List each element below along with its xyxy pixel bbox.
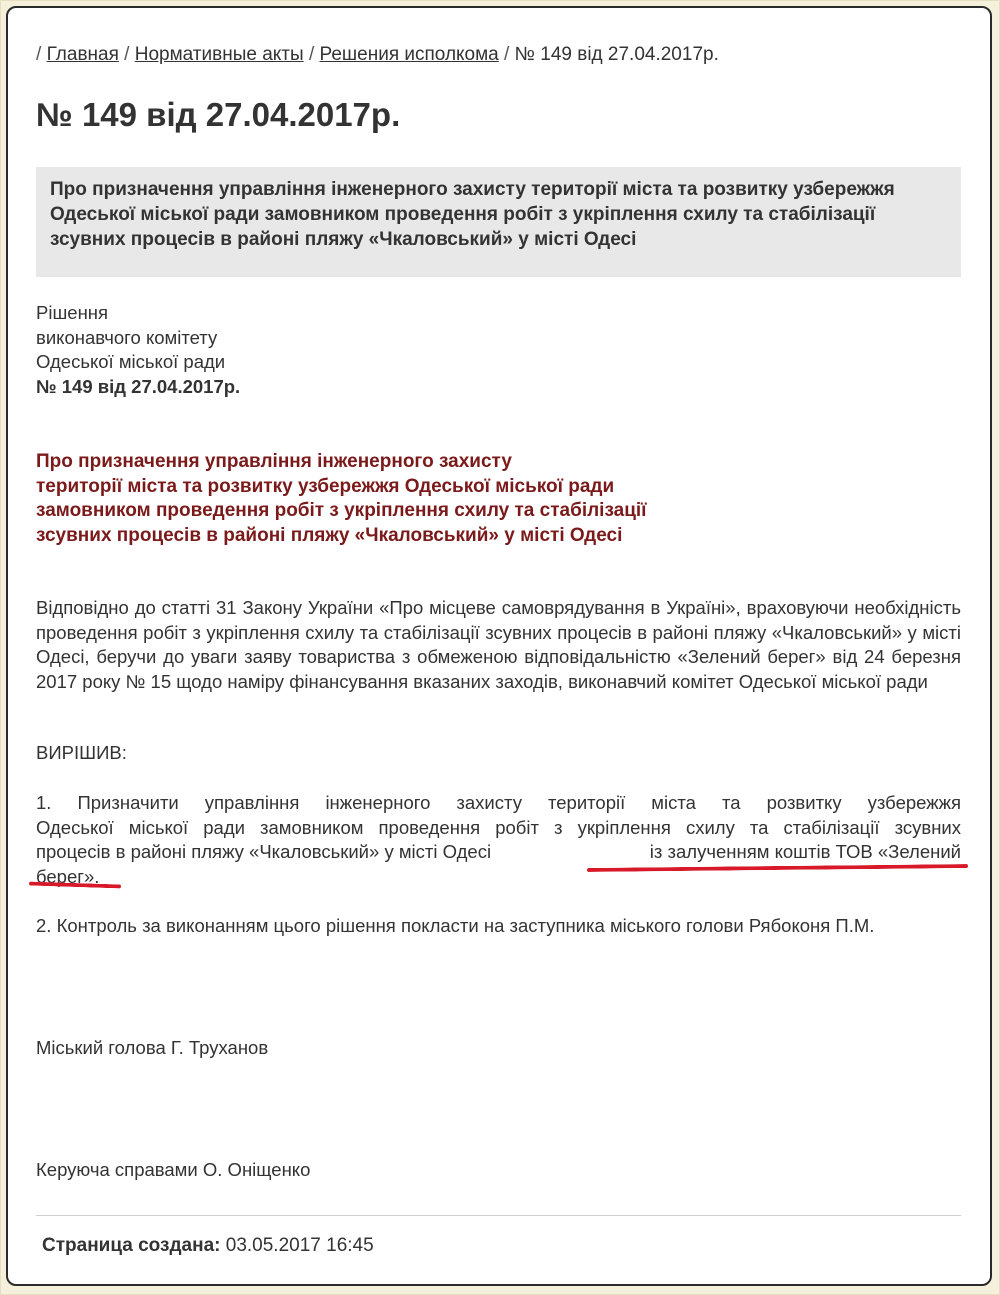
signature-manager: Керуюча справами О. Оніщенко (36, 1159, 311, 1180)
item-line (36, 840, 961, 865)
breadcrumb-current: № 149 від 27.04.2017р. (514, 44, 719, 65)
breadcrumb-link-normative-acts[interactable]: Нормативные акты (134, 44, 304, 65)
breadcrumb-separator: / (36, 44, 42, 65)
meta-line: Рішення (36, 302, 109, 323)
breadcrumb (36, 44, 719, 66)
decree-title-line: території міста та розвитку узбережжя Одеської міської ради (36, 475, 615, 497)
item-line: берег». (36, 865, 100, 887)
breadcrumb-separator: / (504, 44, 510, 65)
document-meta (36, 301, 240, 399)
meta-line: Одеської міської ради (36, 351, 226, 372)
page-created-label: Страница создана: (42, 1235, 221, 1256)
signature-mayor: Міський голова Г. Труханов (36, 1037, 269, 1058)
decision-item-2: 2. Контроль за виконанням цього рішення покласти на заступника міського голови Рябоконя П.М. (36, 915, 875, 936)
decree-title-line: зсувних процесів в районі пляжу «Чкаловський» у місті Одесі (36, 524, 623, 546)
summary-box: Про призначення управління інженерного захисту території міста та розвитку узбережжя Одеської міської ради замовником проведення робіт з укріплення схилу та стабілізації зсувних процесів в районі пляжу «Чкаловський» у місті Одесі (36, 167, 961, 277)
item-line: Одеської міської ради замовником проведення робіт з укріплення схилу та стабілізації зсувних (36, 816, 961, 838)
meta-line: виконавчого комітету (36, 326, 218, 348)
breadcrumb-separator: / (308, 44, 315, 65)
meta-number: № 149 від 27.04.2017р. (36, 375, 241, 397)
page-title: № 149 від 27.04.2017р. (36, 96, 401, 133)
item-text: процесів в районі пляжу «Чкаловський» у місті Одесі (36, 841, 492, 862)
decision-item-1 (36, 791, 961, 889)
breadcrumb-separator: / (124, 44, 130, 65)
decree-title (36, 450, 647, 548)
item-line: 1. Призначити управління інженерного захисту території міста та розвитку узбережжя (36, 792, 961, 813)
decree-title-line: Про призначення управління інженерного захисту (36, 451, 512, 472)
page-created-value: 03.05.2017 16:45 (225, 1235, 374, 1256)
intro-paragraph: Відповідно до статті 31 Закону України «Про місцеве самоврядування в Україні», враховуючи необхідність проведення робіт з укріплення схилу та стабілізації зсувних процесів в районі пляжу «Чкаловський» у місті Одесі, беручи до уваги заяву товариства з обмеженою відповідальністю «Зелений берег» від 24 березня 2017 року № 15 щодо наміру фінансування вказаних заходів, виконавчий комітет Одеської міської ради (36, 597, 961, 692)
breadcrumb-link-home[interactable]: Главная (46, 44, 119, 65)
page-created-footer (42, 1235, 374, 1257)
highlighted-text: із залученням коштів ТОВ «Зелений (649, 841, 961, 862)
breadcrumb-link-executive-decisions[interactable]: Решения исполкома (319, 44, 499, 65)
decree-title-line: замовником проведення робіт з укріплення схилу та стабілізації (36, 500, 647, 521)
footer-divider (36, 1215, 961, 1216)
resolved-heading: ВИРІШИВ: (36, 742, 127, 763)
